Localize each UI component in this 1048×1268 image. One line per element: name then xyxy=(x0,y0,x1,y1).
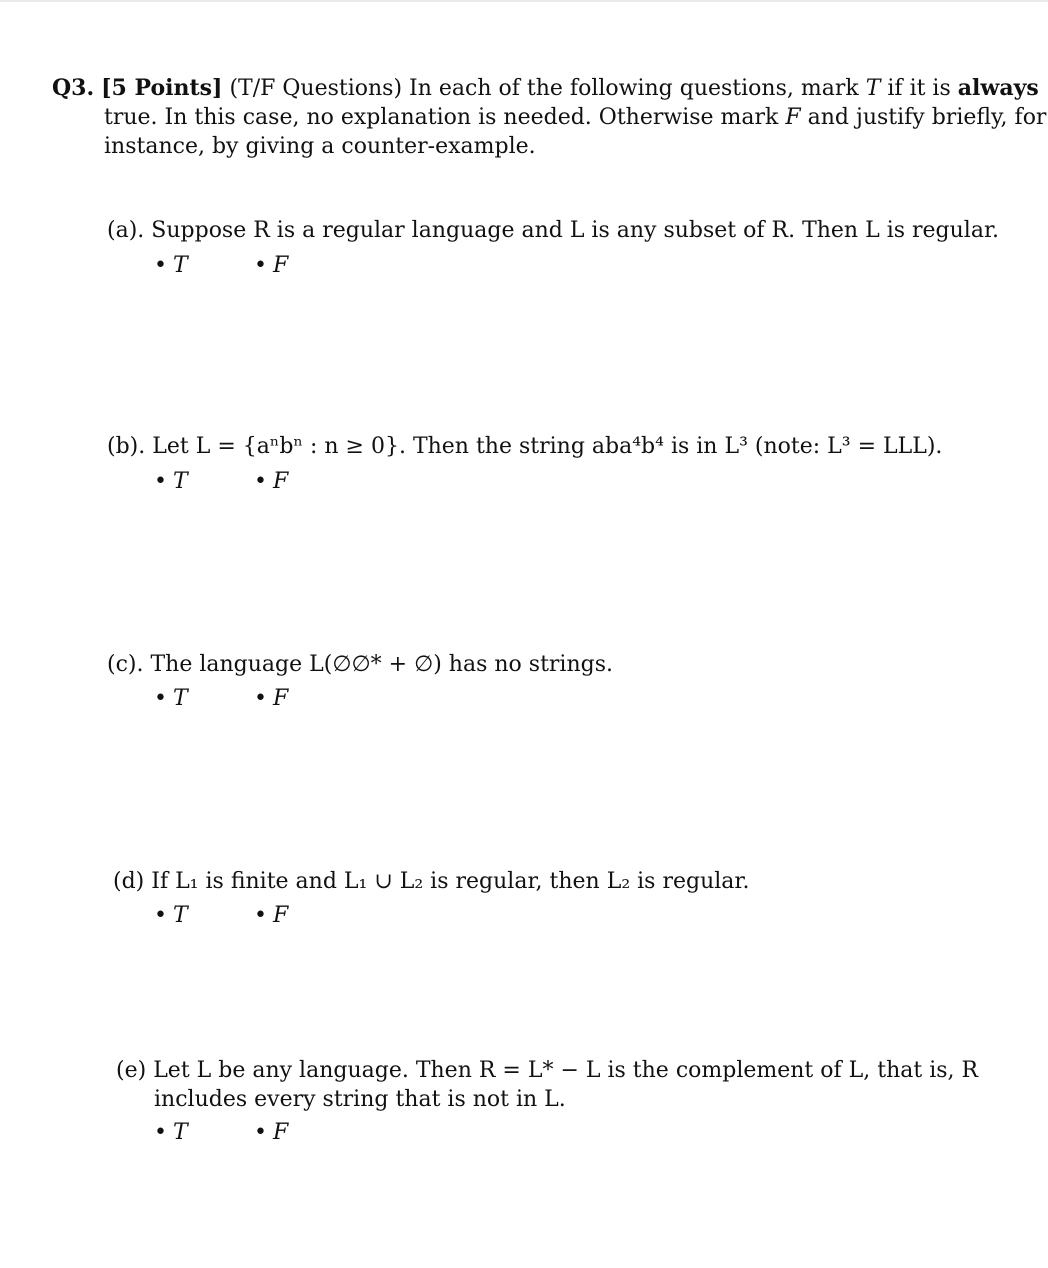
item-d-label: (d) xyxy=(113,869,145,894)
question-intro-2: true. In this case, no explanation is needed. Otherwise mark xyxy=(104,105,779,130)
question-number: Q3. xyxy=(52,75,95,101)
true-label: T xyxy=(172,903,188,928)
question-line-2 xyxy=(52,103,1047,132)
true-label: T xyxy=(172,469,188,494)
question-intro-1: (T/F Questions) In each of the following questions, mark xyxy=(229,76,859,101)
item-a-label: (a). xyxy=(107,218,145,243)
true-label: T xyxy=(172,253,188,278)
item-e-label: (e) xyxy=(116,1058,147,1083)
false-label: F xyxy=(272,686,289,711)
item-b-text: Let L = {aⁿbⁿ : n ≥ 0}. Then the string aba⁴b⁴ is in L³ (note: L³ = LLL). xyxy=(152,434,943,459)
item-c-choice-true[interactable] xyxy=(154,684,188,713)
item-c xyxy=(107,650,613,679)
item-d-choice-true[interactable] xyxy=(154,901,188,930)
item-e-choice-false[interactable] xyxy=(254,1118,288,1147)
item-b-choice-false[interactable] xyxy=(254,467,288,496)
mark-true-symbol: T xyxy=(865,76,881,101)
bullet-icon: • xyxy=(254,1120,267,1145)
item-c-text: The language L(∅∅* + ∅) has no strings. xyxy=(150,652,613,677)
bullet-icon: • xyxy=(154,469,167,494)
question-intro-1b: if it is xyxy=(887,76,951,101)
item-a-text: Suppose R is a regular language and L is any subset of R. Then L is regular. xyxy=(151,218,1000,243)
false-label: F xyxy=(272,253,289,278)
bullet-icon: • xyxy=(154,686,167,711)
item-e-text-line2: includes every string that is not in L. xyxy=(154,1087,566,1112)
bullet-icon: • xyxy=(254,253,267,278)
bullet-icon: • xyxy=(154,253,167,278)
item-e-text-line1: Let L be any language. Then R = L* − L is the complement of L, that is, R xyxy=(153,1058,979,1083)
item-a-choice-false[interactable] xyxy=(254,251,288,280)
item-c-label: (c). xyxy=(107,652,144,677)
question-header xyxy=(52,74,1047,161)
bullet-icon: • xyxy=(154,1120,167,1145)
item-d-choice-false[interactable] xyxy=(254,901,288,930)
bullet-icon: • xyxy=(254,469,267,494)
item-b-choice-true[interactable] xyxy=(154,467,188,496)
question-line-3 xyxy=(52,132,982,161)
item-e xyxy=(116,1056,978,1085)
mark-false-symbol: F xyxy=(785,105,801,130)
true-label: T xyxy=(172,1120,188,1145)
item-b xyxy=(107,432,942,461)
item-c-choice-false[interactable] xyxy=(254,684,288,713)
item-e-choice-true[interactable] xyxy=(154,1118,188,1147)
item-a-choice-true[interactable] xyxy=(154,251,188,280)
item-b-label: (b). xyxy=(107,434,146,459)
question-points: [5 Points] xyxy=(101,75,223,101)
item-a xyxy=(107,216,999,245)
true-label: T xyxy=(172,686,188,711)
question-intro-3: instance, by giving a counter-example. xyxy=(104,134,536,159)
false-label: F xyxy=(272,469,289,494)
question-intro-2b: and justify briefly, for xyxy=(807,105,1047,130)
always-word: always xyxy=(957,75,1039,101)
question-line-1 xyxy=(52,74,1039,103)
bullet-icon: • xyxy=(254,903,267,928)
false-label: F xyxy=(272,1120,289,1145)
false-label: F xyxy=(272,903,289,928)
item-e-line2 xyxy=(154,1085,566,1114)
bullet-icon: • xyxy=(254,686,267,711)
top-rule xyxy=(0,0,1048,2)
item-d xyxy=(113,867,750,896)
bullet-icon: • xyxy=(154,903,167,928)
item-d-text: If L₁ is finite and L₁ ∪ L₂ is regular, then L₂ is regular. xyxy=(151,869,750,894)
